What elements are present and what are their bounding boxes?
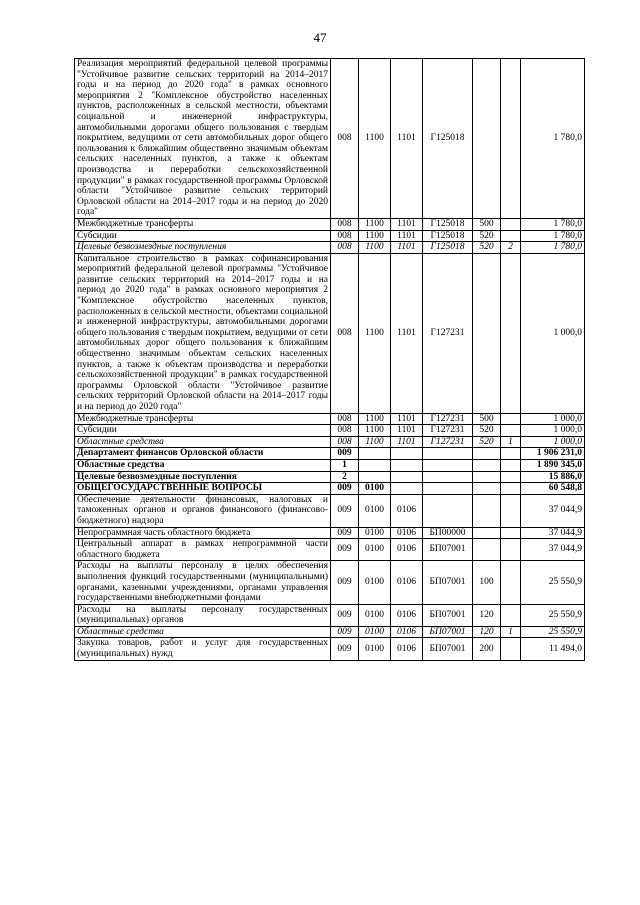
target-article-cell: БП07001 bbox=[423, 604, 473, 626]
target-article-cell: БП07001 bbox=[423, 561, 473, 604]
expense-type-cell: 120 bbox=[473, 626, 501, 638]
section-code-cell: 1100 bbox=[359, 413, 391, 425]
section-code-cell: 0100 bbox=[359, 561, 391, 604]
subsection-code-cell: 0106 bbox=[391, 539, 423, 561]
department-code-cell: 008 bbox=[331, 242, 359, 254]
section-code-cell bbox=[359, 448, 391, 460]
section-code-cell: 1100 bbox=[359, 253, 391, 413]
target-article-cell bbox=[423, 471, 473, 483]
amount-cell: 1 000,0 bbox=[521, 253, 585, 413]
table-row bbox=[75, 459, 585, 471]
department-code-cell: 009 bbox=[331, 638, 359, 660]
target-article-cell: Г125018 bbox=[423, 230, 473, 242]
expense-type-cell bbox=[473, 483, 501, 495]
funding-source-cell bbox=[501, 527, 521, 539]
expense-type-cell: 100 bbox=[473, 561, 501, 604]
department-code-cell: 008 bbox=[331, 230, 359, 242]
expense-type-cell bbox=[473, 494, 501, 527]
table-row bbox=[75, 483, 585, 495]
amount-cell: 1 780,0 bbox=[521, 230, 585, 242]
funding-source-cell bbox=[501, 604, 521, 626]
funding-source-cell bbox=[501, 459, 521, 471]
table-row bbox=[75, 539, 585, 561]
amount-cell: 1 906 231,0 bbox=[521, 448, 585, 460]
subsection-code-cell bbox=[391, 459, 423, 471]
row-name-cell: Непрограммная часть областного бюджета bbox=[75, 527, 331, 539]
subsection-code-cell bbox=[391, 471, 423, 483]
funding-source-cell bbox=[501, 59, 521, 219]
subsection-code-cell: 1101 bbox=[391, 436, 423, 448]
row-name-cell: Расходы на выплаты персоналу в целях обеспечения выполнения функций государственными (муниципальными) органами, казенными учреждениями, органами управления государственными внебюджетными фондами bbox=[75, 561, 331, 604]
row-name-cell: Субсидии bbox=[75, 425, 331, 437]
department-code-cell: 008 bbox=[331, 425, 359, 437]
target-article-cell: БП07001 bbox=[423, 638, 473, 660]
amount-cell: 37 044,9 bbox=[521, 527, 585, 539]
amount-cell: 1 780,0 bbox=[521, 218, 585, 230]
amount-cell: 1 000,0 bbox=[521, 436, 585, 448]
target-article-cell: Г125018 bbox=[423, 218, 473, 230]
department-code-cell: 009 bbox=[331, 604, 359, 626]
budget-table bbox=[74, 58, 585, 661]
funding-source-cell: 1 bbox=[501, 626, 521, 638]
section-code-cell: 0100 bbox=[359, 604, 391, 626]
row-name-cell: Областные средства bbox=[75, 436, 331, 448]
section-code-cell bbox=[359, 459, 391, 471]
subsection-code-cell: 1101 bbox=[391, 253, 423, 413]
table-row bbox=[75, 604, 585, 626]
department-code-cell: 008 bbox=[331, 253, 359, 413]
row-name-cell: Областные средства bbox=[75, 459, 331, 471]
expense-type-cell bbox=[473, 527, 501, 539]
department-code-cell: 009 bbox=[331, 494, 359, 527]
row-name-cell: Целевые безвозмездные поступления bbox=[75, 242, 331, 254]
department-code-cell: 2 bbox=[331, 471, 359, 483]
expense-type-cell: 520 bbox=[473, 436, 501, 448]
amount-cell: 25 550,9 bbox=[521, 561, 585, 604]
section-code-cell: 0100 bbox=[359, 494, 391, 527]
expense-type-cell: 200 bbox=[473, 638, 501, 660]
funding-source-cell bbox=[501, 448, 521, 460]
funding-source-cell: 2 bbox=[501, 242, 521, 254]
expense-type-cell: 500 bbox=[473, 218, 501, 230]
section-code-cell: 1100 bbox=[359, 436, 391, 448]
expense-type-cell bbox=[473, 448, 501, 460]
row-name-cell: Целевые безвозмездные поступления bbox=[75, 471, 331, 483]
subsection-code-cell bbox=[391, 483, 423, 495]
table-row bbox=[75, 59, 585, 219]
expense-type-cell bbox=[473, 539, 501, 561]
funding-source-cell bbox=[501, 230, 521, 242]
table-row bbox=[75, 626, 585, 638]
row-name-cell: Капитальное строительство в рамках софинансирования мероприятий федеральной целевой программы "Устойчивое развитие сельских территорий на 2014–2017 годы и на период до 2020 года" в рамках основного мероприятия 2 "Комплексное обустройство населенных пунктов, расположенных в сельской местности, объектами социальной и инженерной инфраструктуры, автомобильными дорогами общего пользования с твердым покрытием, ведущими от сети автомобильных дорог общего пользования к ближайшим общественно значимым объектам сельских населенных пунктов, а также к объектам производства и переработки сельскохозяйственной продукции" в рамках государственной программы Орловской области "Устойчивое развитие сельских территорий Орловской области на 2014–2017 годы и на период до 2020 года" bbox=[75, 253, 331, 413]
row-name-cell: Областные средства bbox=[75, 626, 331, 638]
subsection-code-cell: 1101 bbox=[391, 242, 423, 254]
department-code-cell: 009 bbox=[331, 561, 359, 604]
expense-type-cell bbox=[473, 471, 501, 483]
funding-source-cell bbox=[501, 561, 521, 604]
expense-type-cell: 520 bbox=[473, 242, 501, 254]
amount-cell: 11 494,0 bbox=[521, 638, 585, 660]
department-code-cell: 009 bbox=[331, 483, 359, 495]
table-row bbox=[75, 527, 585, 539]
table-row bbox=[75, 638, 585, 660]
expense-type-cell bbox=[473, 253, 501, 413]
row-name-cell: Закупка товаров, работ и услуг для государственных (муниципальных) нужд bbox=[75, 638, 331, 660]
section-code-cell: 0100 bbox=[359, 483, 391, 495]
row-name-cell: ОБЩЕГОСУДАРСТВЕННЫЕ ВОПРОСЫ bbox=[75, 483, 331, 495]
funding-source-cell bbox=[501, 413, 521, 425]
section-code-cell: 0100 bbox=[359, 527, 391, 539]
row-name-cell: Расходы на выплаты персоналу государственных (муниципальных) органов bbox=[75, 604, 331, 626]
department-code-cell: 009 bbox=[331, 448, 359, 460]
funding-source-cell bbox=[501, 218, 521, 230]
funding-source-cell bbox=[501, 638, 521, 660]
expense-type-cell bbox=[473, 59, 501, 219]
subsection-code-cell: 1101 bbox=[391, 413, 423, 425]
amount-cell: 25 550,9 bbox=[521, 604, 585, 626]
department-code-cell: 008 bbox=[331, 218, 359, 230]
department-code-cell: 009 bbox=[331, 626, 359, 638]
amount-cell: 1 000,0 bbox=[521, 425, 585, 437]
subsection-code-cell: 0106 bbox=[391, 494, 423, 527]
table-row bbox=[75, 448, 585, 460]
funding-source-cell bbox=[501, 494, 521, 527]
amount-cell: 1 890 345,0 bbox=[521, 459, 585, 471]
row-name-cell: Департамент финансов Орловской области bbox=[75, 448, 331, 460]
table-row bbox=[75, 494, 585, 527]
target-article-cell: Г127231 bbox=[423, 436, 473, 448]
target-article-cell: Г125018 bbox=[423, 242, 473, 254]
row-name-cell: Реализация мероприятий федеральной целевой программы "Устойчивое развитие сельских территорий на 2014–2017 годы и на период до 2020 года" в рамках основного мероприятия 2 "Комплексное обустройство населенных пунктов, расположенных в сельской местности, объектами социальной и инженерной инфраструктуры, автомобильными дорогами общего пользования с твердым покрытием, ведущими от сети автомобильных дорог общего пользования к ближайшим общественно значимым объектам сельских населенных пунктов, а также к объектам производства и переработки сельскохозяйственной продукции" в рамках государственной программы Орловской области "Устойчивое развитие сельских территорий Орловской области на 2014–2017 годы и на период до 2020 года" bbox=[75, 59, 331, 219]
department-code-cell: 1 bbox=[331, 459, 359, 471]
section-code-cell: 1100 bbox=[359, 425, 391, 437]
table-row bbox=[75, 561, 585, 604]
subsection-code-cell: 1101 bbox=[391, 218, 423, 230]
target-article-cell bbox=[423, 494, 473, 527]
table-row bbox=[75, 253, 585, 413]
department-code-cell: 008 bbox=[331, 436, 359, 448]
table-row bbox=[75, 218, 585, 230]
amount-cell: 37 044,9 bbox=[521, 539, 585, 561]
row-name-cell: Субсидии bbox=[75, 230, 331, 242]
page-number: 47 bbox=[313, 30, 327, 45]
amount-cell: 37 044,9 bbox=[521, 494, 585, 527]
subsection-code-cell: 1101 bbox=[391, 425, 423, 437]
table-row bbox=[75, 242, 585, 254]
row-name-cell: Обеспечение деятельности финансовых, налоговых и таможенных органов и органов финансового (финансово-бюджетного) надзора bbox=[75, 494, 331, 527]
target-article-cell bbox=[423, 448, 473, 460]
department-code-cell: 008 bbox=[331, 59, 359, 219]
target-article-cell: БП00000 bbox=[423, 527, 473, 539]
subsection-code-cell: 0106 bbox=[391, 626, 423, 638]
section-code-cell bbox=[359, 471, 391, 483]
expense-type-cell bbox=[473, 459, 501, 471]
amount-cell: 15 886,0 bbox=[521, 471, 585, 483]
target-article-cell: БП07001 bbox=[423, 539, 473, 561]
table-row bbox=[75, 413, 585, 425]
row-name-cell: Межбюджетные трансферты bbox=[75, 218, 331, 230]
department-code-cell: 009 bbox=[331, 539, 359, 561]
department-code-cell: 009 bbox=[331, 527, 359, 539]
section-code-cell: 1100 bbox=[359, 230, 391, 242]
funding-source-cell bbox=[501, 253, 521, 413]
expense-type-cell: 520 bbox=[473, 425, 501, 437]
department-code-cell: 008 bbox=[331, 413, 359, 425]
amount-cell: 1 780,0 bbox=[521, 59, 585, 219]
section-code-cell: 0100 bbox=[359, 539, 391, 561]
table-row bbox=[75, 436, 585, 448]
subsection-code-cell: 0106 bbox=[391, 638, 423, 660]
target-article-cell bbox=[423, 459, 473, 471]
amount-cell: 60 548,8 bbox=[521, 483, 585, 495]
subsection-code-cell: 0106 bbox=[391, 561, 423, 604]
amount-cell: 1 780,0 bbox=[521, 242, 585, 254]
funding-source-cell bbox=[501, 471, 521, 483]
subsection-code-cell: 0106 bbox=[391, 527, 423, 539]
target-article-cell: Г127231 bbox=[423, 253, 473, 413]
funding-source-cell: 1 bbox=[501, 436, 521, 448]
target-article-cell: Г127231 bbox=[423, 425, 473, 437]
row-name-cell: Центральный аппарат в рамках непрограммной части областного бюджета bbox=[75, 539, 331, 561]
section-code-cell: 1100 bbox=[359, 218, 391, 230]
funding-source-cell bbox=[501, 425, 521, 437]
budget-table-body bbox=[75, 59, 585, 661]
subsection-code-cell: 1101 bbox=[391, 59, 423, 219]
section-code-cell: 0100 bbox=[359, 626, 391, 638]
funding-source-cell bbox=[501, 539, 521, 561]
expense-type-cell: 520 bbox=[473, 230, 501, 242]
expense-type-cell: 120 bbox=[473, 604, 501, 626]
target-article-cell: Г127231 bbox=[423, 413, 473, 425]
section-code-cell: 1100 bbox=[359, 242, 391, 254]
amount-cell: 1 000,0 bbox=[521, 413, 585, 425]
amount-cell: 25 550,9 bbox=[521, 626, 585, 638]
section-code-cell: 0100 bbox=[359, 638, 391, 660]
target-article-cell bbox=[423, 483, 473, 495]
table-row bbox=[75, 230, 585, 242]
target-article-cell: БП07001 bbox=[423, 626, 473, 638]
subsection-code-cell bbox=[391, 448, 423, 460]
funding-source-cell bbox=[501, 483, 521, 495]
row-name-cell: Межбюджетные трансферты bbox=[75, 413, 331, 425]
section-code-cell: 1100 bbox=[359, 59, 391, 219]
subsection-code-cell: 0106 bbox=[391, 604, 423, 626]
expense-type-cell: 500 bbox=[473, 413, 501, 425]
table-row bbox=[75, 471, 585, 483]
target-article-cell: Г125018 bbox=[423, 59, 473, 219]
subsection-code-cell: 1101 bbox=[391, 230, 423, 242]
table-row bbox=[75, 425, 585, 437]
